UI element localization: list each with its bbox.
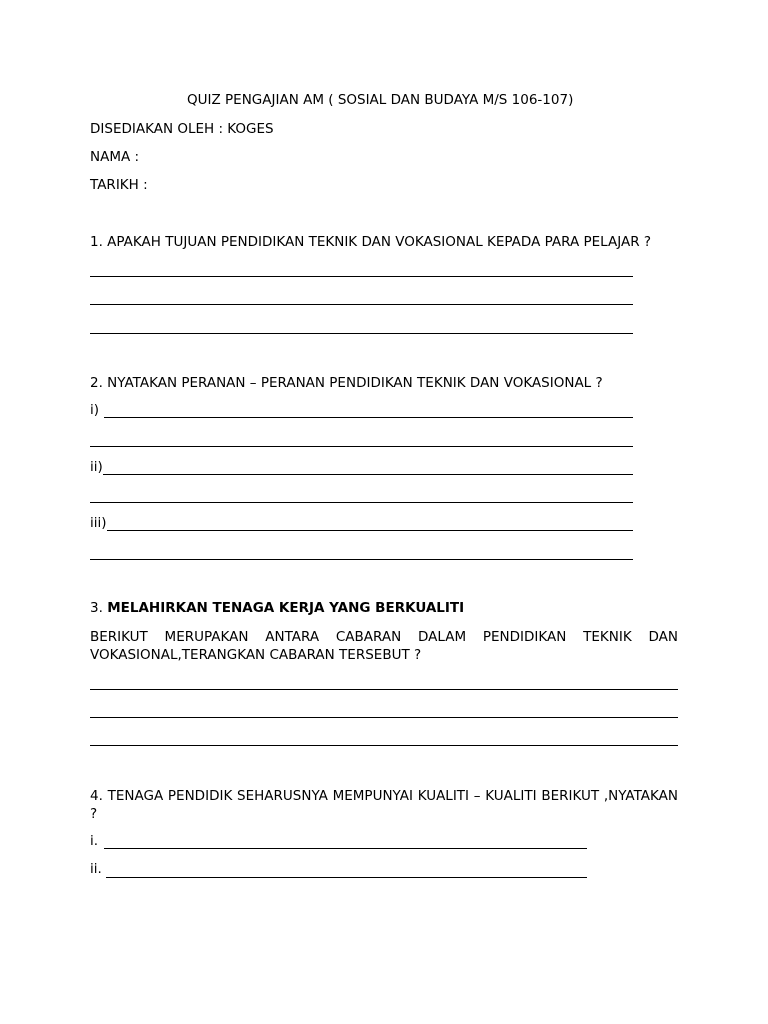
item-label-ii: ii) <box>90 459 103 475</box>
answer-line <box>90 745 678 746</box>
answer-line <box>90 304 633 305</box>
answer-line <box>90 276 633 277</box>
answer-line <box>106 877 587 878</box>
answer-line <box>90 333 633 334</box>
question-3-title: MELAHIRKAN TENAGA KERJA YANG BERKUALITI <box>107 600 465 616</box>
item-label-iii: iii) <box>90 515 107 531</box>
document-title: QUIZ PENGAJIAN AM ( SOSIAL DAN BUDAYA M/S 106-107) <box>187 92 574 108</box>
answer-line <box>90 689 678 690</box>
answer-line <box>90 502 633 503</box>
answer-line <box>104 848 587 849</box>
date-label: TARIKH : <box>90 177 148 193</box>
item-label-i: i) <box>90 402 100 418</box>
answer-line <box>107 530 633 531</box>
answer-line <box>103 474 633 475</box>
question-4-text: 4. TENAGA PENDIDIK SEHARUSNYA MEMPUNYAI KUALITI – KUALITI BERIKUT ,NYATAKAN ? <box>90 788 678 822</box>
item-label-i: i. <box>90 833 99 849</box>
answer-line <box>104 417 633 418</box>
prepared-by-label: DISEDIAKAN OLEH : KOGES <box>90 121 274 137</box>
question-3-text: BERIKUT MERUPAKAN ANTARA CABARAN DALAM PENDIDIKAN TEKNIK DAN VOKASIONAL,TERANGKAN CABARAN TERSEBUT ? <box>90 629 678 663</box>
question-2-text: 2. NYATAKAN PERANAN – PERANAN PENDIDIKAN TEKNIK DAN VOKASIONAL ? <box>90 375 603 391</box>
answer-line <box>90 559 633 560</box>
name-label: NAMA : <box>90 149 140 165</box>
question-3-number: 3. <box>90 600 103 616</box>
question-3-heading <box>90 600 464 616</box>
answer-line <box>90 446 633 447</box>
item-label-ii: ii. <box>90 861 102 877</box>
answer-line <box>90 717 678 718</box>
question-1-text: 1. APAKAH TUJUAN PENDIDIKAN TEKNIK DAN VOKASIONAL KEPADA PARA PELAJAR ? <box>90 234 652 250</box>
